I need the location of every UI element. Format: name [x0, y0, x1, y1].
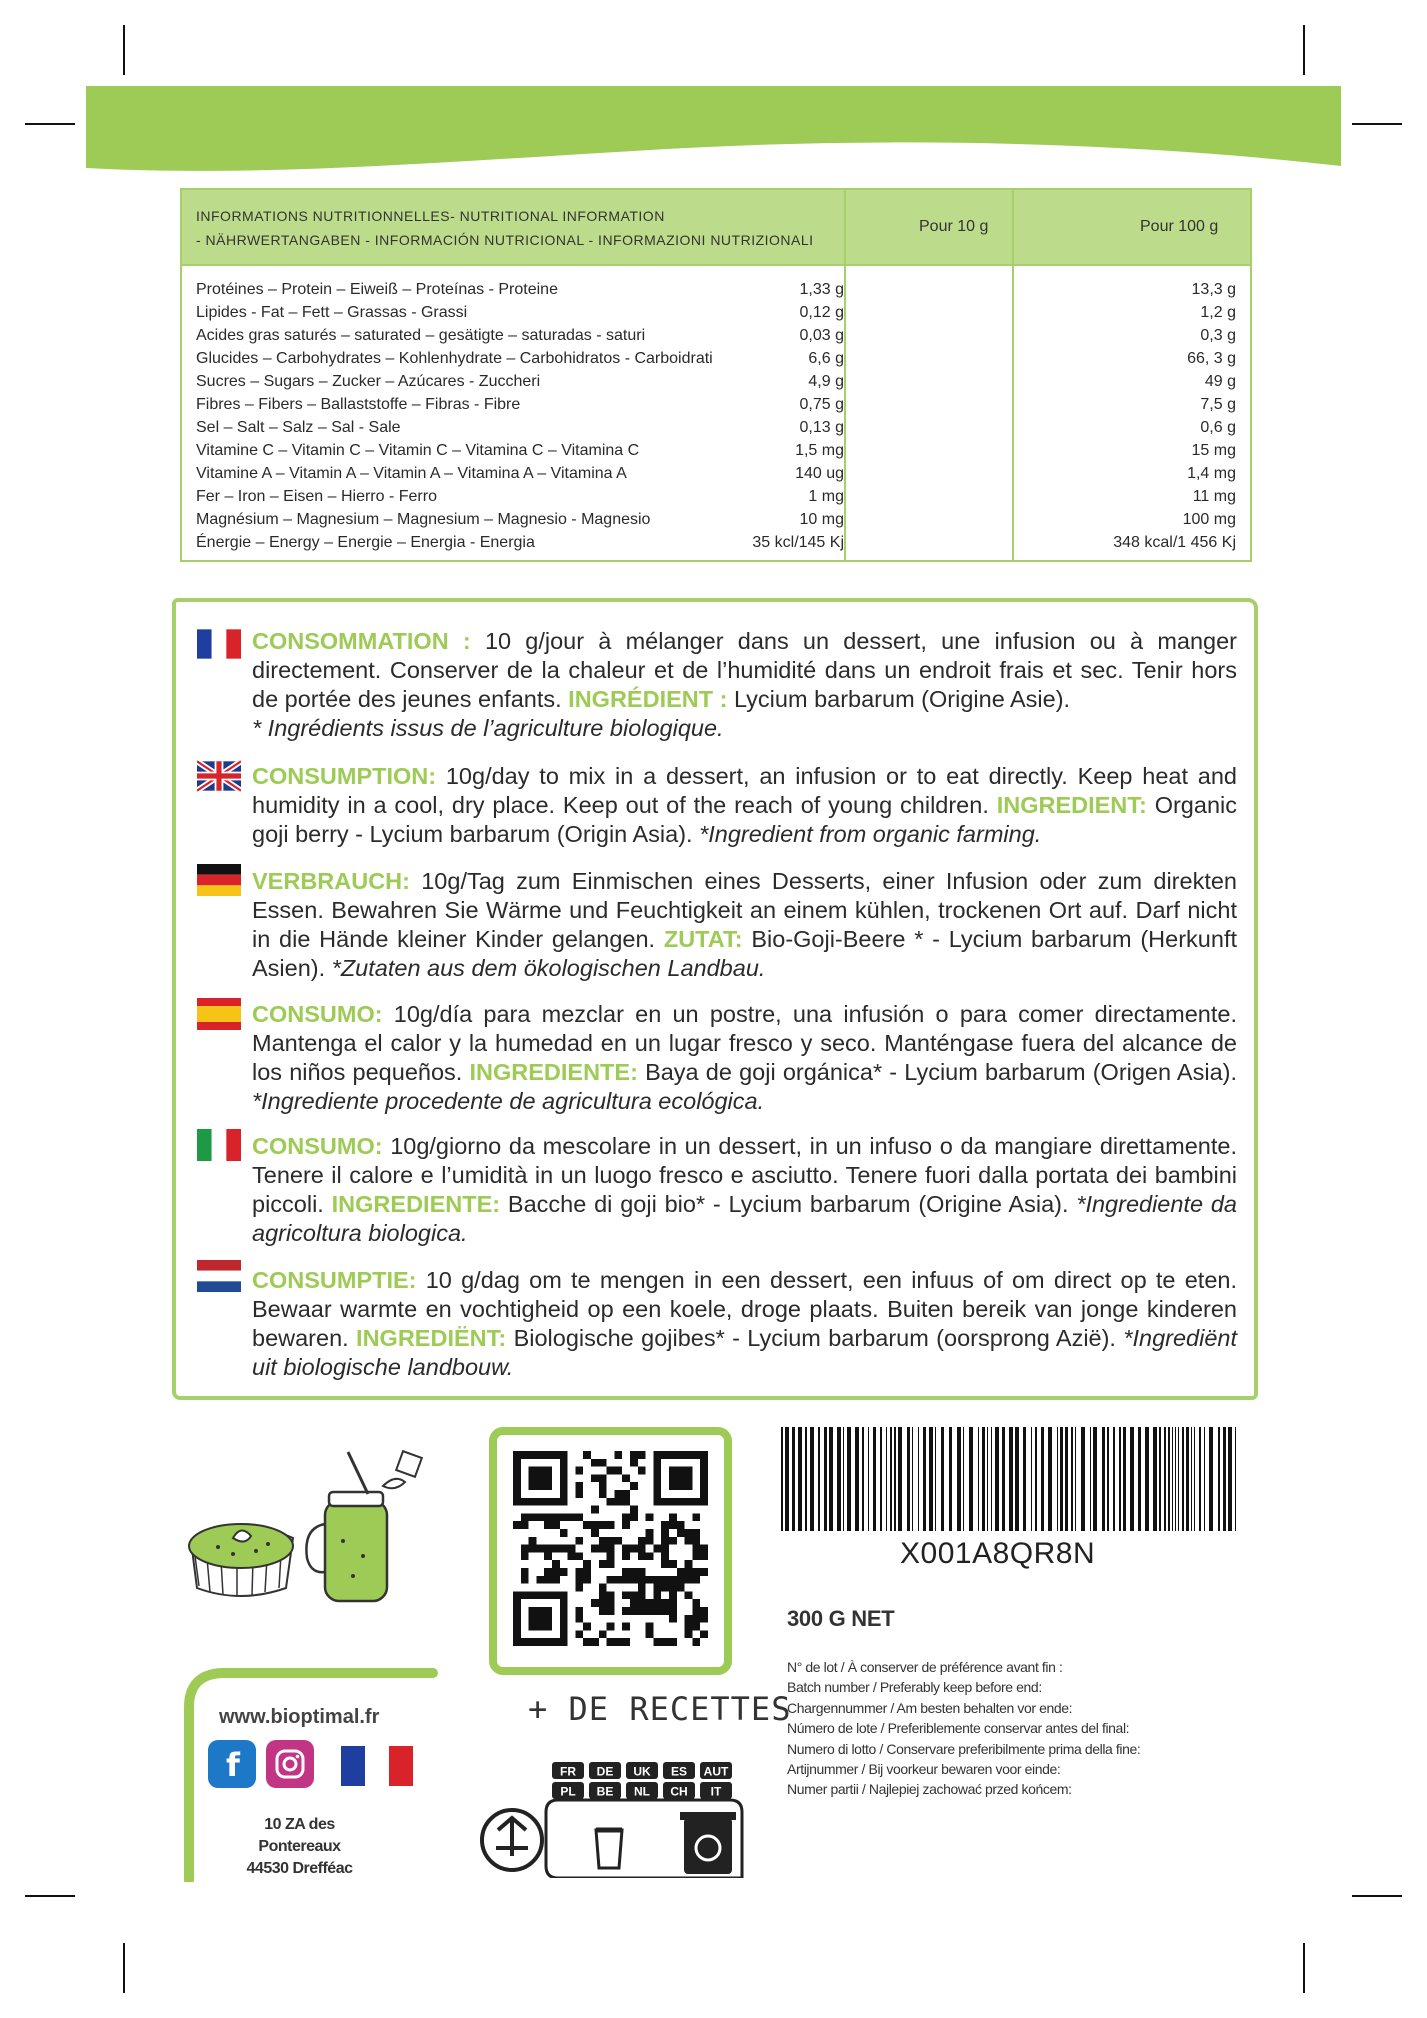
nutrition-row — [182, 370, 1250, 393]
nutrition-title — [196, 204, 1016, 252]
nutrition-row — [182, 416, 1250, 439]
nutrition-rows — [182, 278, 1250, 554]
ingredient-keyword: INGREDIËNT: — [356, 1325, 507, 1351]
nutrient-label: Magnésium – Magnesium – Magnesium – Magnesio - Magnesio — [196, 511, 651, 528]
value-per-100g: 348 kcal/1 456 Kj — [1113, 534, 1236, 551]
recipe-illustrations — [183, 1446, 433, 1606]
ingredient-text: Bio-Goji-Beere * - Lycium barbarum (Herkunft Asien). — [252, 926, 1237, 981]
organic-note: * Ingrédients issus de l’agriculture biologique. — [252, 715, 724, 741]
value-per-100g: 11 mg — [1192, 488, 1236, 505]
address — [222, 1814, 377, 1880]
nutrition-row — [182, 508, 1250, 531]
consumption-keyword: CONSUMPTION: — [252, 763, 437, 789]
crop-mark — [1303, 25, 1305, 75]
svg-text:f: f — [226, 1746, 240, 1784]
country-code: AUT — [703, 1764, 729, 1779]
nutrient-label: Fibres – Fibers – Ballaststoffe – Fibras - Fibre — [196, 396, 521, 413]
value-per-10g: 1,33 g — [799, 281, 844, 298]
country-code: DE — [596, 1764, 614, 1779]
usage-de — [252, 867, 1237, 983]
nutrition-row — [182, 439, 1250, 462]
value-per-100g: 1,4 mg — [1187, 465, 1236, 482]
value-per-10g: 0,75 g — [799, 396, 844, 413]
value-per-100g: 7,5 g — [1200, 396, 1236, 413]
address-line: 44530 Drefféac — [246, 1860, 353, 1877]
value-per-100g: 13,3 g — [1191, 281, 1236, 298]
crop-mark — [25, 1895, 75, 1897]
column-head-10g: Pour 10 g — [919, 218, 989, 235]
value-per-100g: 15 mg — [1191, 442, 1236, 459]
value-per-100g: 1,2 g — [1200, 304, 1236, 321]
nutrition-row — [182, 462, 1250, 485]
value-per-10g: 35 kcl/145 Kj — [752, 534, 844, 551]
organic-note: *Zutaten aus dem ökologischen Landbau. — [331, 955, 766, 981]
value-per-100g: 49 g — [1204, 373, 1236, 390]
value-per-10g: 0,03 g — [799, 327, 844, 344]
country-code: IT — [710, 1784, 722, 1799]
barcode — [781, 1427, 1241, 1531]
german-flag-icon — [197, 864, 241, 896]
nutrient-label: Sel – Salt – Salz – Sal - Sale — [196, 419, 401, 436]
ingredient-text: Biologische gojibes* - Lycium barbarum (oorsprong Azië). — [506, 1325, 1124, 1351]
qr-code[interactable] — [513, 1451, 708, 1646]
ingredient-text: Bacche di goji bio* - Lycium barbarum (Origine Asia). — [500, 1191, 1077, 1217]
value-per-100g: 0,6 g — [1200, 419, 1236, 436]
net-weight: 300 G NET — [787, 1606, 895, 1631]
batch-line: Numero di lotto / Conservare preferibilmente prima della fine: — [787, 1740, 1141, 1757]
value-per-10g: 1 mg — [808, 488, 844, 505]
value-per-10g: 6,6 g — [808, 350, 844, 367]
batch-line: Numer partii / Najlepiej zachować przed końcem: — [787, 1781, 1072, 1798]
dutch-flag-icon — [197, 1260, 241, 1292]
french-flag-icon — [197, 628, 241, 660]
batch-line: Artijnummer / Bij voorkeur bewaren voor einde: — [787, 1761, 1061, 1778]
nutrient-label: Acides gras saturés – saturated – gesätigte – saturadas - saturi — [196, 327, 646, 344]
nutrient-label: Fer – Iron – Eisen – Hierro - Ferro — [196, 488, 437, 505]
value-per-10g: 0,12 g — [799, 304, 844, 321]
ingredient-keyword: INGREDIENTE: — [469, 1059, 638, 1085]
nutrition-title-line2: - NÄHRWERTANGABEN - INFORMACIÓN NUTRICIONAL - INFORMAZIONI NUTRIZIONALI — [196, 232, 814, 248]
country-code: PL — [560, 1784, 576, 1799]
batch-line: Chargennummer / Am besten behalten vor ende: — [787, 1699, 1073, 1716]
country-code: ES — [670, 1764, 688, 1779]
uk-flag-icon — [197, 760, 241, 792]
nutrition-row — [182, 531, 1250, 554]
crop-mark — [123, 25, 125, 75]
qr-code-frame[interactable] — [489, 1427, 732, 1675]
organic-note: *Ingrediente procedente de agricultura ecológica. — [252, 1088, 765, 1114]
nutrition-row — [182, 485, 1250, 508]
consumption-keyword: CONSOMMATION : — [252, 628, 471, 654]
usage-nl — [252, 1266, 1237, 1382]
nutrient-label: Protéines – Protein – Eiweiß – Proteínas - Proteine — [196, 281, 558, 298]
consumption-text: 10 g/dag om te mengen in een dessert, een infuus of om direct op te eten. Bewaar warmte en vochtigheid op een koele, droge plaats. Buiten bereik van jonge kinderen bewaren. — [252, 1267, 1237, 1351]
nutrient-label: Énergie – Energy – Energie – Energia - Energia — [196, 534, 535, 551]
value-per-10g: 1,5 mg — [795, 442, 844, 459]
organic-note: *Ingredient from organic farming. — [699, 821, 1042, 847]
website-link[interactable]: www.bioptimal.fr — [219, 1706, 380, 1728]
consumption-text: 10g/day to mix in a dessert, an infusion or to eat directly. Keep heat and humidity in a cool, dry place. Keep out of the reach of young children. — [252, 763, 1237, 818]
italian-flag-icon — [197, 1129, 241, 1161]
batch-line: Batch number / Preferably keep before end: — [787, 1679, 1042, 1696]
value-per-10g: 10 mg — [799, 511, 844, 528]
consumption-text: 10 g/jour à mélanger dans un dessert, une infusion ou à manger directement. Conserver de la chaleur et de l’humidité dans un endroit frais et sec. Tenir hors de portée des jeunes enfants. — [252, 628, 1237, 712]
value-per-10g: 140 ug — [795, 465, 844, 482]
consumption-keyword: CONSUMO: — [252, 1133, 383, 1159]
consumption-text: 10g/giorno da mescolare in un dessert, in un infuso o da mangiare direttamente. Tenere il calore e l’umidità in un luogo fresco e asciutto. Tenere fuori dalla portata dei bambini piccoli. — [252, 1133, 1237, 1217]
consumption-keyword: CONSUMO: — [252, 1001, 383, 1027]
nutrition-title-line1: INFORMATIONS NUTRITIONNELLES- NUTRITIONAL INFORMATION — [196, 208, 665, 224]
tart-illustration — [189, 1524, 293, 1596]
usage-en — [252, 762, 1237, 849]
ingredient-keyword: INGREDIENTE: — [331, 1191, 501, 1217]
ingredient-keyword: ZUTAT: — [663, 926, 743, 952]
country-code: NL — [634, 1784, 650, 1799]
recycling-info — [476, 1760, 746, 1878]
barcode-number: X001A8QR8N — [900, 1537, 1096, 1570]
french-flag-icon — [341, 1746, 413, 1786]
nutrient-label: Vitamine A – Vitamin A – Vitamin A – Vitamina A – Vitamina A — [196, 465, 627, 482]
ingredient-keyword: INGRÉDIENT : — [568, 686, 728, 712]
nutrition-row — [182, 393, 1250, 416]
nutrition-row — [182, 301, 1250, 324]
consumption-text: 10g/día para mezclar en un postre, una infusión o para comer directamente. Mantenga el calor y la humedad en un lugar fresco y seco. Manténgase fuera del alcance de los niños pequeños. — [252, 1001, 1237, 1085]
spanish-flag-icon — [197, 998, 241, 1030]
crop-mark — [123, 1943, 125, 1993]
usage-es — [252, 1000, 1237, 1116]
ingredient-text: Baya de goji orgánica* - Lycium barbarum (Origen Asia). — [637, 1059, 1237, 1085]
batch-line: Número de lote / Preferiblemente conservar antes del final: — [787, 1720, 1130, 1737]
crop-mark — [25, 123, 75, 125]
column-head-100g: Pour 100 g — [1140, 218, 1219, 235]
nutrition-row — [182, 324, 1250, 347]
smoothie-jar-illustration — [306, 1451, 421, 1601]
nutrition-row — [182, 278, 1250, 301]
nutrient-label: Glucides – Carbohydrates – Kohlenhydrate – Carbohidratos - Carboidrati — [196, 350, 713, 367]
usage-fr — [252, 627, 1237, 743]
consumption-keyword: CONSUMPTIE: — [252, 1267, 417, 1293]
ingredient-text: Organic goji berry - Lycium barbarum (Origin Asia). — [252, 792, 1237, 847]
consumption-text: 10g/Tag zum Einmischen eines Desserts, einer Infusion oder zum direkten Essen. Bewahren Sie Wärme und Feuchtigkeit an einem kühlen, trockenen Ort auf. Darf nicht in die Hände kleiner Kinder gelangen. — [252, 868, 1237, 952]
address-line: 10 ZA des Pontereaux — [258, 1816, 341, 1855]
batch-line: N° de lot / À conserver de préférence avant fin : — [787, 1659, 1063, 1675]
nutrient-label: Lipides - Fat – Fett – Grassas - Grassi — [196, 304, 468, 321]
value-per-100g: 100 mg — [1182, 511, 1236, 528]
crop-mark — [1303, 1943, 1305, 1993]
batch-info — [787, 1657, 1140, 1800]
value-per-100g: 0,3 g — [1200, 327, 1236, 344]
crop-mark — [1352, 1895, 1402, 1897]
country-code: UK — [633, 1764, 651, 1779]
value-per-100g: 66, 3 g — [1187, 350, 1236, 367]
value-per-10g: 4,9 g — [808, 373, 844, 390]
organic-note: *Ingrediente da agricoltura biologica. — [252, 1191, 1238, 1246]
crop-mark — [1352, 123, 1402, 125]
consumption-keyword: VERBRAUCH: — [252, 868, 410, 894]
organic-note: *Ingrediënt uit biologische landbouw. — [252, 1325, 1237, 1380]
value-per-10g: 0,13 g — [799, 419, 844, 436]
header-divider — [182, 264, 1250, 266]
facebook-icon[interactable] — [208, 1740, 256, 1788]
nutrition-table — [180, 188, 1252, 562]
instagram-icon[interactable] — [266, 1740, 314, 1788]
country-code: BE — [596, 1784, 614, 1799]
country-code: FR — [560, 1764, 576, 1779]
ingredient-text: Lycium barbarum (Origine Asie). — [727, 686, 1071, 712]
country-code: CH — [670, 1784, 688, 1799]
bin-icon — [680, 1812, 736, 1874]
nutrient-label: Vitamine C – Vitamin C – Vitamin C – Vitamina C – Vitamina C — [196, 442, 640, 459]
more-recipes-label: + DE RECETTES — [528, 1690, 792, 1728]
green-top-band — [86, 86, 1341, 176]
nutrient-label: Sucres – Sugars – Zucker – Azúcares - Zuccheri — [196, 373, 541, 390]
nutrition-row — [182, 347, 1250, 370]
ingredient-keyword: INGREDIENT: — [996, 792, 1147, 818]
usage-it — [252, 1132, 1237, 1248]
triman-recycle-icon — [482, 1810, 542, 1870]
